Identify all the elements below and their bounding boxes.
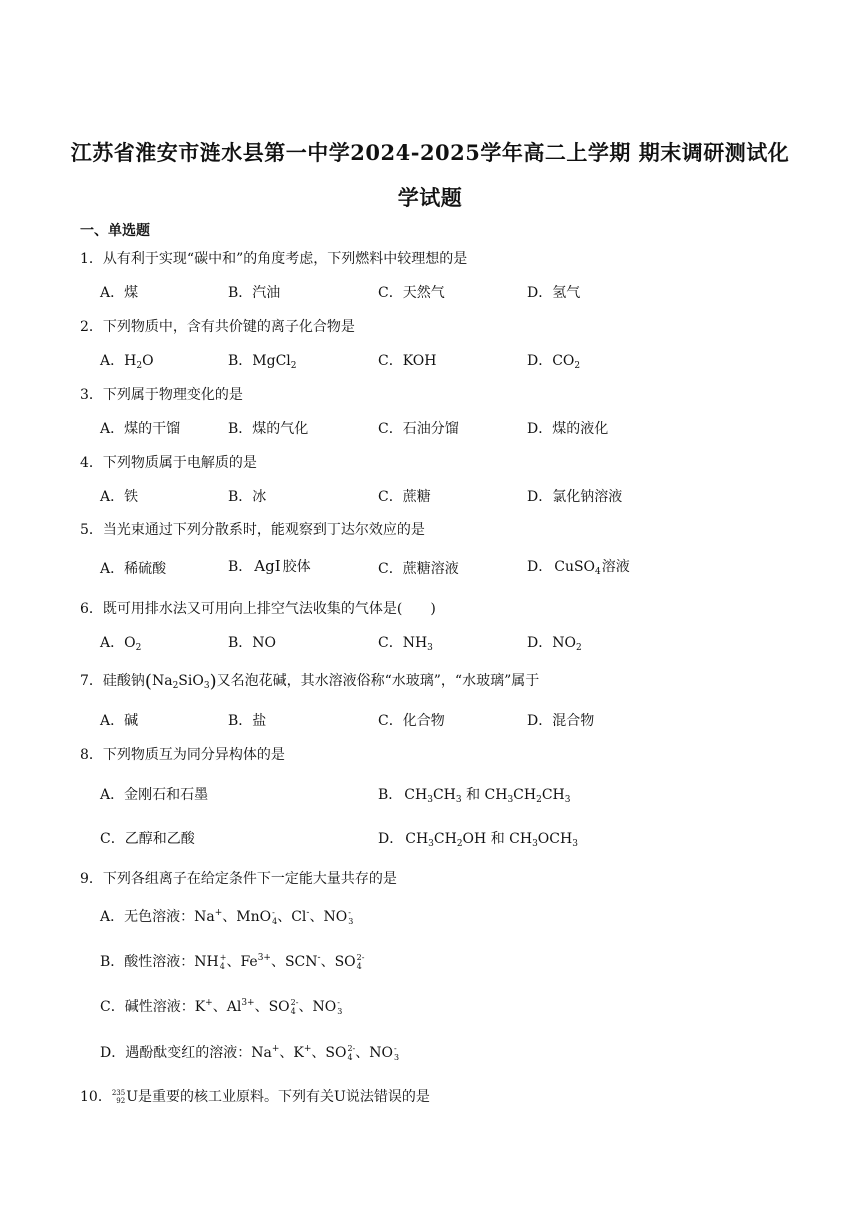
question-1-stem: 1．从有利于实现“碳中和”的角度考虑，下列燃料中较理想的是: [80, 251, 468, 267]
q5-option-d: D． CuSO$_4$溶液: [527, 559, 630, 577]
q8-option-b: B． $CH_3CH_3$ 和 $CH_3CH_2CH_3$: [378, 787, 571, 805]
q2-option-d: D．$CO_2$: [527, 353, 581, 371]
exam-title-line2: 学试题: [397, 185, 463, 210]
question-7-stem: 7．硅酸钠$(Na_2SiO_3)$又名泡花碱，其水溶液俗称“水玻璃”，“水玻璃”属于: [80, 671, 540, 692]
q9-option-d: D．遇酚酞变红的溶液：Na+、K+、SO 2- 4 、NO - 3: [100, 1044, 400, 1062]
q6-option-c: C．$NH_3$: [378, 635, 433, 653]
question-10-stem: 10． 235 92 U是重要的核工业原料。下列有关U说法错误的是: [80, 1089, 430, 1105]
question-9-stem: 9．下列各组离子在给定条件下一定能大量共存的是: [80, 871, 397, 887]
q1-option-c: C．天然气: [378, 285, 445, 301]
q2-option-c: C．KOH: [378, 353, 437, 369]
q5-option-c: C．蔗糖溶液: [378, 561, 459, 577]
q8-option-d: D． $CH_3CH_2OH$ 和 $CH_3OCH_3$: [378, 831, 578, 849]
q8-option-c: C．乙醇和乙酸: [100, 831, 195, 847]
q4-option-d: D．氯化钠溶液: [527, 489, 623, 505]
q7-option-c: C．化合物: [378, 713, 445, 729]
q3-option-b: B．煤的气化: [228, 421, 309, 437]
q9-option-b: B．酸性溶液：NH + 4 、$Fe^{3+}$、SCN-、SO 2- 4: [100, 953, 365, 971]
q4-option-a: A．铁: [100, 489, 139, 505]
q7-option-a: A．碱: [100, 713, 139, 729]
q1-option-a: A．煤: [100, 285, 139, 301]
q7-option-d: D．混合物: [527, 713, 595, 729]
q5-option-b: B． AgI 胶体: [228, 557, 311, 575]
q6-option-a: A．$O_2$: [100, 635, 142, 653]
exam-title-line1: 江苏省淮安市涟水县第一中学2024-2025学年高二上学期 期末调研测试化: [70, 140, 790, 165]
section-heading: 一、单选题: [80, 223, 150, 239]
question-2-stem: 2．下列物质中，含有共价键的离子化合物是: [80, 319, 355, 335]
question-5-stem: 5．当光束通过下列分散系时，能观察到丁达尔效应的是: [80, 522, 425, 538]
q1-option-b: B．汽油: [228, 285, 281, 301]
q3-option-c: C．石油分馏: [378, 421, 459, 437]
q6-option-d: D．$NO_2$: [527, 635, 582, 653]
q6-option-b: B．NO: [228, 635, 277, 651]
q4-option-c: C．蔗糖: [378, 489, 431, 505]
q4-option-b: B．冰: [228, 489, 267, 505]
question-4-stem: 4．下列物质属于电解质的是: [80, 455, 257, 471]
question-6-stem: 6．既可用排水法又可用向上排空气法收集的气体是( ): [80, 601, 436, 617]
question-8-stem: 8．下列物质互为同分异构体的是: [80, 747, 285, 763]
q7-option-b: B．盐: [228, 713, 267, 729]
q9-option-c: C．碱性溶液：K+、$Al^{3+}$、SO 2- 4 、NO - 3: [100, 998, 343, 1016]
q3-option-d: D．煤的液化: [527, 421, 609, 437]
q5-option-a: A．稀硫酸: [100, 561, 167, 577]
q9-option-a: A．无色溶液：Na+、MnO - 4 、Cl-、NO - 3: [100, 908, 354, 926]
q3-option-a: A．煤的干馏: [100, 421, 181, 437]
question-3-stem: 3．下列属于物理变化的是: [80, 387, 243, 403]
q2-option-a: A．$H_2O$: [100, 353, 154, 371]
q2-option-b: B．MgCl$_2$: [228, 353, 297, 371]
q1-option-d: D．氢气: [527, 285, 581, 301]
q8-option-a: A．金刚石和石墨: [100, 787, 209, 803]
